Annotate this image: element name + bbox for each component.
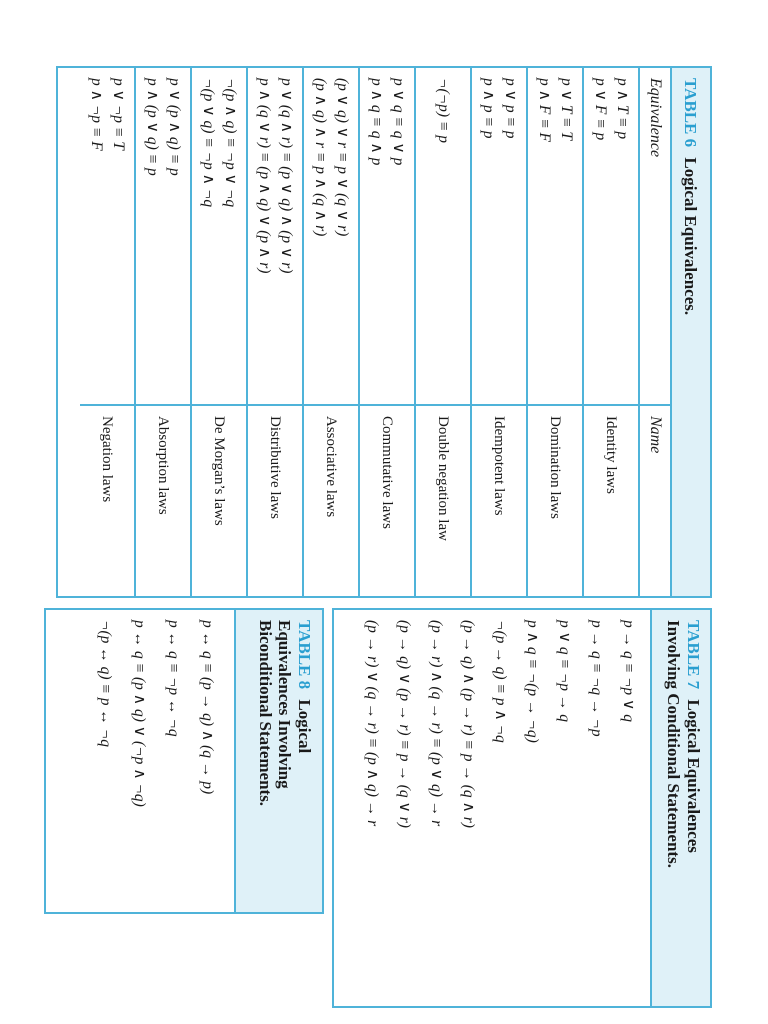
equivalence-cell: [583, 68, 639, 405]
table-7-number: TABLE 7: [684, 620, 703, 690]
table-7-rows: [350, 610, 650, 1006]
equivalence-cell: [303, 68, 359, 405]
law-name-cell: Associative laws: [303, 405, 359, 596]
law-name-cell: Idempotent laws: [471, 405, 527, 596]
header-name: Name: [639, 405, 670, 596]
table-6-title-text: Logical Equivalences.: [681, 157, 700, 316]
table-row: [191, 68, 247, 596]
equivalence-line: p ∨ p ≡ p: [502, 78, 519, 139]
equivalence-line: p ∧ (p ∨ q) ≡ p: [144, 78, 161, 176]
table-8-title-text-1: Logical: [295, 699, 314, 754]
table-row: [471, 68, 527, 596]
equivalence-cell: [471, 68, 527, 405]
equivalence-line: p ↔ q ≡ (p ∧ q) ∨ (¬p ∧ ¬q): [131, 620, 148, 807]
equivalence-line: p ∨ T ≡ T: [558, 78, 575, 141]
table-8-title-line-2: Equivalences Involving: [275, 620, 295, 789]
equivalence-line: (p → q) ∧ (p → r) ≡ p → (q ∧ r): [460, 620, 477, 828]
table-row: [527, 68, 583, 596]
equivalence-line: p ∧ p ≡ p: [480, 78, 497, 139]
equivalence-line: ¬(p ∨ q) ≡ ¬p ∧ ¬q: [200, 78, 217, 208]
equivalence-cell: [247, 68, 303, 405]
table-header-row: [639, 68, 670, 596]
equivalence-line: p ∧ q ≡ q ∧ p: [368, 78, 385, 166]
equivalence-line: ¬(p ↔ q) ≡ p ↔ ¬q: [97, 620, 114, 747]
equivalence-cell: [527, 68, 583, 405]
equivalence-line: (p ∧ q) ∧ r ≡ p ∧ (q ∧ r): [312, 78, 329, 237]
table-7-title-text-1: Logical Equivalences: [684, 699, 703, 853]
law-name-cell: Negation laws: [99, 416, 116, 503]
equivalence-line: p ∧ q ≡ ¬(p → ¬q): [524, 620, 541, 743]
equivalence-cell: [415, 68, 471, 405]
equivalence-line: p ∧ (q ∨ r) ≡ (p ∧ q) ∨ (p ∧ r): [256, 78, 273, 274]
equivalence-line: (p → r) ∨ (q → r) ≡ (p ∧ q) → r: [364, 620, 381, 827]
table-row: [135, 68, 191, 596]
table-row: [359, 68, 415, 596]
equivalence-line: p ∨ (p ∧ q) ≡ p: [166, 78, 183, 176]
equivalence-line: p → q ≡ ¬q → ¬p: [588, 620, 605, 737]
table-6-title: [670, 68, 710, 596]
table-row: [80, 68, 135, 596]
law-name-cell: De Morgan’s laws: [191, 405, 247, 596]
table-8-title-line-3: Biconditional Statements.: [255, 620, 275, 807]
equivalence-line: (p ∨ q) ∨ r ≡ p ∨ (q ∨ r): [334, 78, 351, 237]
equivalence-line: p ∨ q ≡ ¬p → q: [556, 620, 573, 723]
table-8-rows: [78, 610, 234, 912]
table-row: [303, 68, 359, 596]
law-name-cell: Distributive laws: [247, 405, 303, 596]
table-6-grid: [80, 68, 670, 596]
equivalence-line: ¬(¬p) ≡ p: [435, 78, 452, 143]
table-8-title: [234, 610, 322, 912]
table-7-title: [650, 610, 710, 1006]
equivalence-line: ¬(p ∧ q) ≡ ¬p ∨ ¬q: [222, 78, 239, 208]
equivalence-line: p → q ≡ ¬p ∨ q: [620, 620, 637, 723]
header-equivalence: Equivalence: [639, 68, 670, 405]
equivalence-line: (p → r) ∧ (q → r) ≡ (p ∨ q) → r: [428, 620, 445, 827]
table-7-title-line-1: [683, 620, 703, 996]
table-row: [415, 68, 471, 596]
law-name-cell: Commutative laws: [359, 405, 415, 596]
law-name-cell: Double negation law: [415, 405, 471, 596]
equivalence-line: ¬(p → q) ≡ p ∧ ¬q: [492, 620, 509, 743]
table-8-number: TABLE 8: [295, 620, 314, 690]
equivalence-line: p ↔ q ≡ ¬p ↔ ¬q: [165, 620, 182, 737]
table-7-title-line-2: Involving Conditional Statements.: [664, 620, 684, 868]
table-8-biconditional-equivalences: [44, 608, 324, 914]
table-6-number: TABLE 6: [681, 78, 700, 148]
equivalence-line: p ∨ q ≡ q ∨ p: [390, 78, 407, 166]
equivalence-line: p ∧ ¬p ≡ F: [88, 78, 105, 151]
equivalence-cell: [80, 68, 135, 405]
equivalence-line: p ∨ ¬p ≡ T: [110, 78, 127, 150]
equivalence-line: p ↔ q ≡ (p → q) ∧ (q → p): [199, 620, 216, 795]
equivalence-cell: [135, 68, 191, 405]
table-7-conditional-equivalences: [332, 608, 712, 1008]
table-row: [247, 68, 303, 596]
law-name-cell: Domination laws: [527, 405, 583, 596]
table-6-logical-equivalences: [56, 66, 712, 598]
law-name-cell: Absorption laws: [135, 405, 191, 596]
equivalence-line: (p → q) ∨ (p → r) ≡ p → (q ∨ r): [396, 620, 413, 828]
equivalence-line: p ∨ F ≡ p: [592, 78, 609, 141]
equivalence-cell: [191, 68, 247, 405]
equivalence-line: p ∧ T ≡ p: [614, 78, 631, 140]
law-name-cell: Identity laws: [583, 405, 639, 596]
table-8-title-line-1: [294, 620, 314, 902]
equivalence-line: p ∨ (q ∧ r) ≡ (p ∨ q) ∧ (p ∨ r): [278, 78, 295, 274]
table-row: [583, 68, 639, 596]
equivalence-cell: [359, 68, 415, 405]
equivalence-line: p ∧ F ≡ F: [536, 78, 553, 142]
